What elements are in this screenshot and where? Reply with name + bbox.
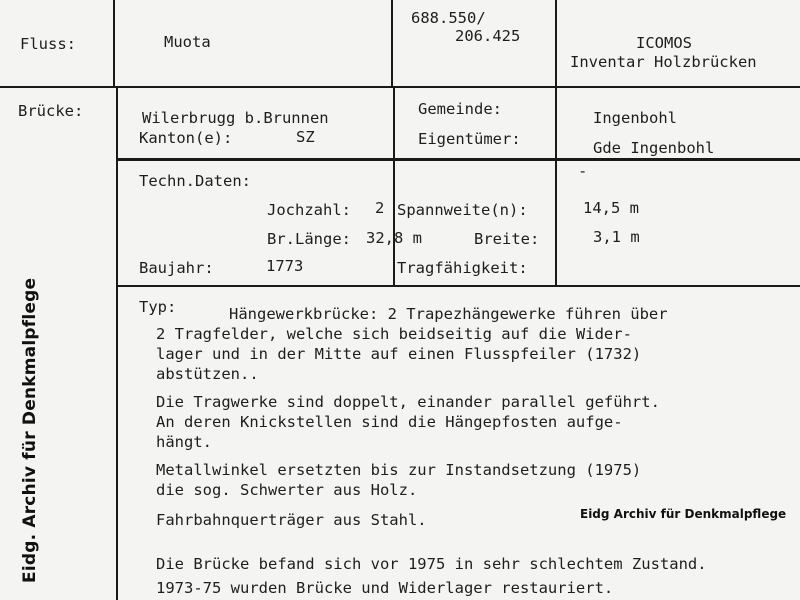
org-line2: Inventar Holzbrücken: [570, 53, 757, 71]
typ-paragraph-2: [156, 392, 660, 452]
baujahr-label: Baujahr:: [139, 259, 214, 277]
divider-mid: [393, 88, 395, 286]
archive-stamp: Eidg Archiv für Denkmalpflege: [580, 507, 787, 521]
typ-line: Metallwinkel ersetzten bis zur Instandsetzung (1975): [156, 461, 642, 479]
typ-label: Typ:: [139, 298, 177, 316]
tragfaehigkeit-label: Tragfähigkeit:: [397, 259, 528, 277]
divider-header: [0, 86, 800, 88]
kanton-label: Kanton(e):: [139, 129, 233, 147]
typ-line: 1973-75 wurden Brücke und Widerlager restauriert.: [156, 579, 614, 597]
divider-left-lower: [116, 88, 118, 600]
bruecke-label: Brücke:: [18, 102, 84, 120]
typ-line: lager und in der Mitte auf einen Flusspfeiler (1732): [156, 345, 642, 363]
tech-title: Techn.Daten:: [139, 172, 251, 190]
typ-paragraph-3: [156, 460, 641, 500]
typ-line: 2 Tragfelder, welche sich beidseitig auf die Wider-: [156, 325, 632, 343]
small-mark: -: [578, 162, 588, 180]
eigentuemer-label: Eigentümer:: [418, 130, 521, 148]
typ-line: hängt.: [156, 433, 212, 451]
jochzahl-value: 2: [375, 199, 385, 217]
gemeinde-label: Gemeinde:: [418, 100, 502, 118]
org-line1: ICOMOS: [636, 34, 692, 52]
typ-line: Hängewerkbrücke: 2 Trapezhängewerke führen über: [229, 305, 668, 323]
typ-line: Die Tragwerke sind doppelt, einander parallel geführt.: [156, 393, 660, 411]
divider-tech: [116, 285, 800, 287]
spannweite-label: Spannweite(n):: [397, 201, 528, 219]
fluss-label: Fluss:: [20, 35, 76, 53]
typ-line: An deren Knickstellen sind die Hängepfosten aufge-: [156, 413, 623, 431]
laenge-value: 32,8 m: [366, 229, 422, 247]
breite-label: Breite:: [474, 230, 540, 248]
baujahr-value: 1773: [266, 257, 304, 275]
typ-paragraph-1: [156, 304, 668, 384]
spannweite-value: 14,5 m: [583, 199, 639, 217]
coordinate-line1: 688.550/: [411, 9, 486, 27]
fluss-value: Muota: [164, 33, 211, 51]
eigentuemer-value: Gde Ingenbohl: [593, 139, 715, 157]
divider-bridge: [116, 158, 800, 161]
divider-coord: [391, 0, 393, 88]
kanton-value: SZ: [296, 128, 315, 146]
typ-line: die sog. Schwerter aus Holz.: [156, 481, 418, 499]
laenge-label: Br.Länge:: [267, 230, 351, 248]
divider-left: [113, 0, 115, 88]
bridge-name: Wilerbrugg b.Brunnen: [142, 109, 329, 127]
typ-line: Fahrbahnquerträger aus Stahl.: [156, 511, 427, 529]
jochzahl-label: Jochzahl:: [267, 201, 351, 219]
typ-line: abstützen..: [156, 365, 259, 383]
gemeinde-value: Ingenbohl: [593, 109, 677, 127]
coordinate-line2: 206.425: [455, 27, 521, 45]
typ-paragraph-4: [156, 510, 427, 530]
breite-value: 3,1 m: [593, 228, 640, 246]
archive-side-label: Eidg. Archiv für Denkmalpflege: [20, 277, 40, 583]
typ-line: Die Brücke befand sich vor 1975 in sehr schlechtem Zustand.: [156, 555, 707, 573]
divider-right: [555, 0, 557, 286]
typ-paragraph-5: [156, 552, 707, 600]
